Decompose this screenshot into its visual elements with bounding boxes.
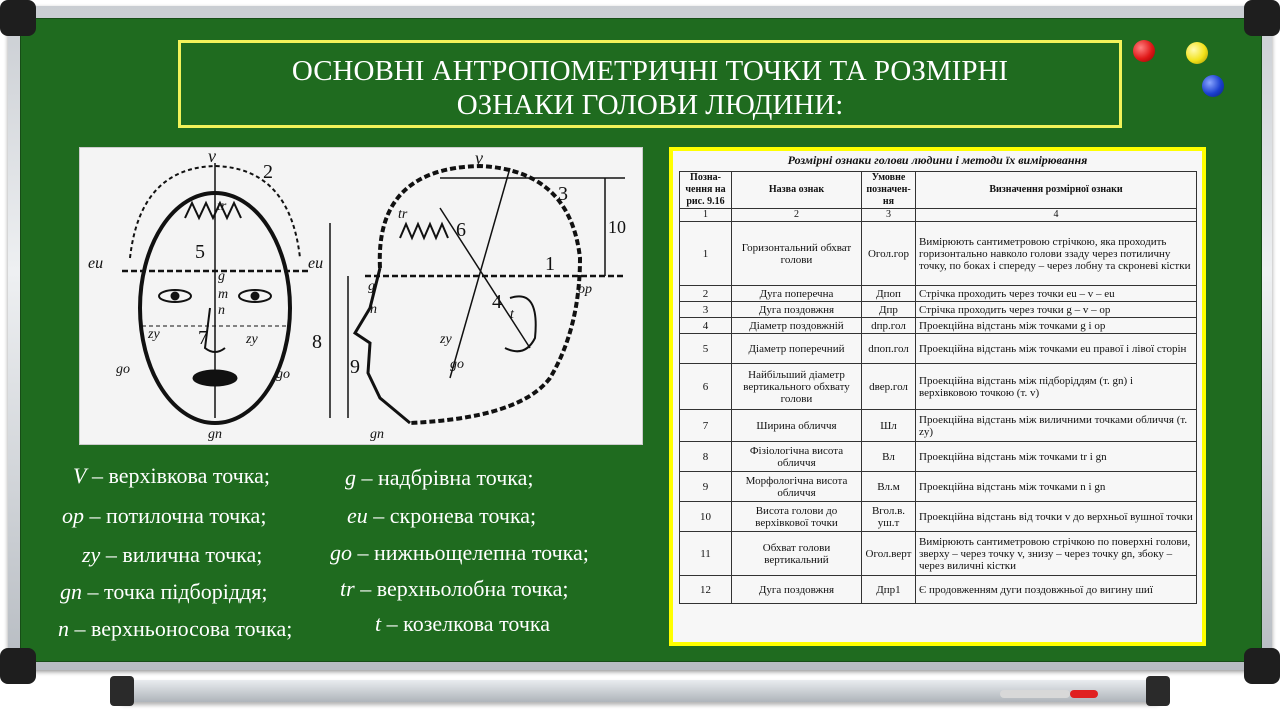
table-row [680,410,1197,442]
row-definition: Стрічка проходить через точки g – v – op [916,302,1197,318]
side-head-outline [380,166,580,423]
title-line-2: ОЗНАКИ ГОЛОВИ ЛЮДИНИ: [456,89,844,121]
col-number: 4 [916,209,1197,222]
table-caption: Розмірні ознаки голови людини і методи їх вимірювання [787,153,1088,167]
row-definition: Проекційна відстань між точками eu правої і лівої сторін [916,334,1197,364]
row-code: Дпр1 [862,576,916,604]
measurements-table-page [673,151,1202,642]
legend-text: – точка підборіддя; [82,579,268,604]
legend-symbol: t [375,611,382,636]
table-row [680,286,1197,302]
table-row [680,302,1197,318]
legend-text: – верхньолобна точка; [354,576,569,601]
col-number: 1 [680,209,732,222]
table-row [680,222,1197,286]
side-label-op: op [578,282,592,297]
row-number: 12 [680,576,732,604]
side-label-tr: tr [398,207,408,222]
row-code: dвер.гол [862,364,916,410]
table-row [680,532,1197,576]
side-diag-line [450,168,510,378]
row-code: Вл [862,442,916,472]
legend-item-tr [340,576,569,602]
row-definition: Є продовженням дуги поздовжньої до вигину шиї [916,576,1197,604]
legend-symbol: zy [82,542,101,567]
row-name: Діаметр поздовжній [732,318,862,334]
row-definition: Проекційна відстань від точки v до верхньої вушної точки [916,502,1197,532]
legend-text: – верхівкова точка; [86,463,270,488]
blue-magnet-icon [1202,75,1224,97]
front-left-pupil [171,292,179,300]
row-number: 4 [680,318,732,334]
front-label-zy-left: zy [148,327,160,342]
front-label-go-right: go [276,367,290,382]
header-designation: Позна-чення на рис. 9.16 [680,172,732,209]
row-name: Горизонтальний обхват голови [732,222,862,286]
row-name: Обхват голови вертикальний [732,532,862,576]
legend-text: – потилочна точка; [84,503,267,528]
row-name: Морфологічна висота обличчя [732,472,862,502]
head-points-diagram [79,147,643,445]
frame-corner-top-right [1244,0,1280,36]
row-name: Висота голови до верхівкової точки [732,502,862,532]
row-number: 3 [680,302,732,318]
front-label-7: 7 [198,327,208,349]
table-row [680,576,1197,604]
front-label-v: v [208,148,216,166]
row-code: dпр.гол [862,318,916,334]
row-number: 2 [680,286,732,302]
table-row [680,442,1197,472]
table-row [680,318,1197,334]
row-definition: Вимірюють сантиметровою стрічкою, яка проходить горизонтально навколо голови ззаду через потиличну точку, по боках і спереду – через лобну та скроневі кістки [916,222,1197,286]
legend-text: – козелкова точка [381,611,551,636]
side-label-1: 1 [545,253,555,275]
legend-symbol: n [58,616,69,641]
side-label-6: 6 [456,219,466,241]
header-name: Назва ознак [732,172,862,209]
marker-pen-icon [1000,690,1070,698]
front-label-tr: tr [217,199,227,214]
row-number: 8 [680,442,732,472]
row-code: Дпоп [862,286,916,302]
measurements-table [679,171,1197,604]
legend-item-eu [347,503,536,529]
row-definition: Вимірюють сантиметровою стрічкою по поверхні голови, зверху – через точку v, знизу – через точку gn, збоку – через виличні кістки [916,532,1197,576]
side-label-gn: gn [370,427,384,442]
side-label-4: 4 [492,291,502,313]
side-label-go: go [450,357,464,372]
row-definition: Проекційна відстань між точками n і gn [916,472,1197,502]
legend-text: – надбрівна точка; [356,465,534,490]
row-code: Огол.верт [862,532,916,576]
side-label-g: g [368,279,375,294]
legend-symbol: op [62,503,84,528]
legend-symbol: V [73,463,87,488]
front-label-m: m [218,287,229,302]
side-ear [505,296,536,351]
side-label-8: 8 [312,331,322,353]
row-definition: Проекційна відстань між виличними точками обличчя (т. zy) [916,410,1197,442]
legend-text: – нижньощелепна точка; [352,540,589,565]
front-label-5: 5 [195,241,205,263]
yellow-magnet-icon [1186,42,1208,64]
front-label-eu-right: eu [308,255,324,272]
row-name: Діаметр поперечний [732,334,862,364]
table-column-number-row [680,209,1197,222]
frame-corner-top-left [0,0,36,36]
legend-item-v [73,463,270,489]
legend-text: – вилична точка; [100,542,263,567]
col-number: 2 [732,209,862,222]
row-name: Фізіологічна висота обличчя [732,442,862,472]
side-label-t: t [510,307,514,322]
frame-corner-bottom-left [0,648,36,684]
legend-text: – верхньоносова точка; [69,616,293,641]
legend-item-n [58,616,292,642]
front-label-go-left: go [116,362,130,377]
col-number: 3 [862,209,916,222]
row-number: 11 [680,532,732,576]
front-label-gn: gn [208,427,222,442]
front-label-eu-left: eu [88,255,104,272]
side-view [312,148,626,442]
row-name: Ширина обличчя [732,410,862,442]
row-number: 6 [680,364,732,410]
front-label-zy-right: zy [246,332,258,347]
header-definition: Визначення розмірної ознаки [916,172,1197,209]
table-row [680,502,1197,532]
legend-item-zy [82,542,262,568]
frame-corner-bottom-right [1244,648,1280,684]
legend-item-go [330,540,589,566]
row-number: 1 [680,222,732,286]
tray-end-left [110,676,134,706]
side-label-n: n [370,302,377,317]
side-hairline [400,224,448,238]
row-definition: Проекційна відстань між підборіддям (т. gn) і верхівковою точкою (т. v) [916,364,1197,410]
row-name: Дуга поперечна [732,286,862,302]
front-mouth [193,370,237,386]
table-header-row [680,172,1197,209]
row-definition: Проекційна відстань між точками tr і gn [916,442,1197,472]
red-magnet-icon [1133,40,1155,62]
row-number: 5 [680,334,732,364]
legend-item-t [375,611,550,637]
legend-item-g [345,465,534,491]
legend-symbol: go [330,540,352,565]
row-number: 7 [680,410,732,442]
legend-symbol: tr [340,576,355,601]
tray-end-right [1146,676,1170,706]
row-name: Дуга поздовжня [732,302,862,318]
measurements-table-panel [669,147,1206,646]
head-diagram-svg [80,148,642,444]
side-label-10: 10 [608,217,626,237]
title-box [178,40,1122,128]
table-row [680,472,1197,502]
row-definition: Стрічка проходить через точки eu – v – eu [916,286,1197,302]
legend-item-gn [60,579,267,605]
row-code: Шл [862,410,916,442]
row-number: 9 [680,472,732,502]
header-code: Умовне позначен-ня [862,172,916,209]
side-label-v: v [475,148,483,168]
legend-item-op [62,503,266,529]
front-label-g: g [218,269,225,284]
side-label-3: 3 [558,183,568,205]
title-line-1: ОСНОВНІ АНТРОПОМЕТРИЧНІ ТОЧКИ ТА РОЗМІРНІ [291,55,1009,87]
row-definition: Проекційна відстань між точками g і op [916,318,1197,334]
front-right-pupil [251,292,259,300]
side-face-profile [355,268,410,423]
front-label-n: n [218,303,225,318]
legend-symbol: gn [60,579,82,604]
front-label-2: 2 [263,161,273,183]
legend-symbol: eu [347,503,368,528]
side-label-9: 9 [350,356,360,378]
row-code: Вгол.в. уш.т [862,502,916,532]
legend-symbol: g [345,465,356,490]
row-name: Дуга поздовжня [732,576,862,604]
table-row [680,364,1197,410]
side-label-zy: zy [440,332,452,347]
front-hairline [185,203,241,218]
row-code: Дпр [862,302,916,318]
row-code: Вл.м [862,472,916,502]
row-code: dпоп.гол [862,334,916,364]
side-diag-line-2 [440,208,530,348]
table-row [680,334,1197,364]
row-code: Огол.гор [862,222,916,286]
row-number: 10 [680,502,732,532]
front-view [88,148,323,442]
row-name: Найбільший діаметр вертикального обхвату голови [732,364,862,410]
marker-cap-icon [1070,690,1098,698]
legend-text: – скронева точка; [367,503,537,528]
